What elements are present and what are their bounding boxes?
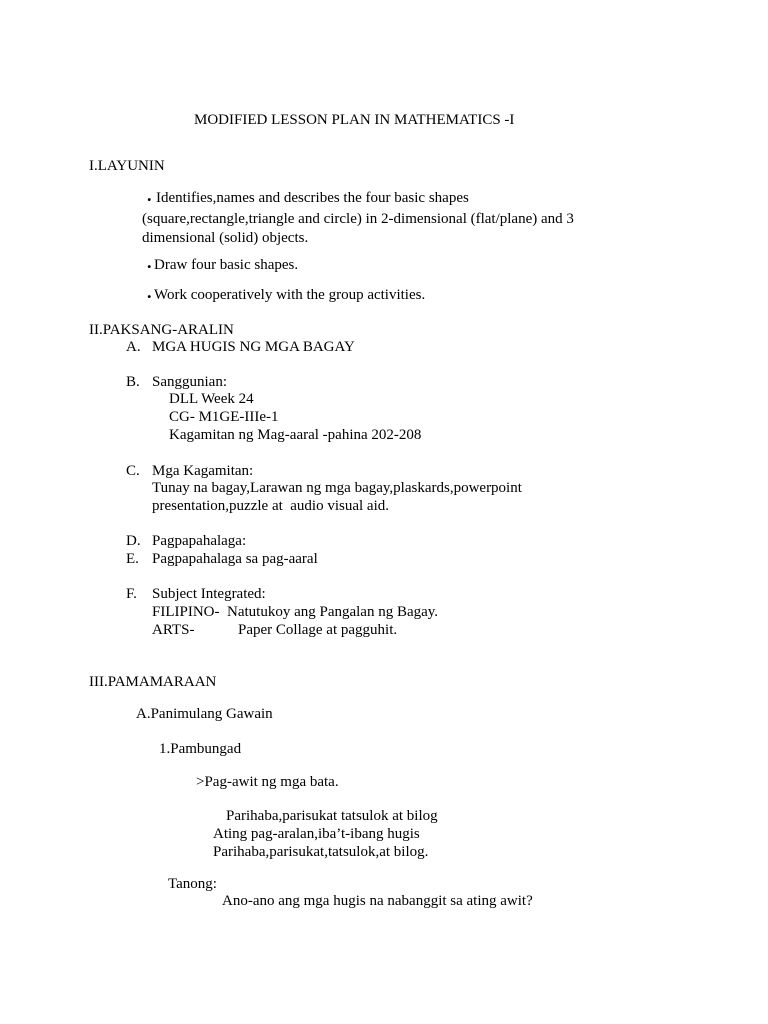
reference-cg: CG- M1GE-IIIe-1 <box>169 409 279 425</box>
subject-arts-label: ARTS- <box>152 622 195 638</box>
document-title: MODIFIED LESSON PLAN IN MATHEMATICS -I <box>194 112 515 128</box>
reference-kagamitan: Kagamitan ng Mag-aaral -pahina 202-208 <box>169 427 422 443</box>
subsection-panimulang-gawain: A.Panimulang Gawain <box>136 706 273 722</box>
question-text: Ano-ano ang mga hugis na nabanggit sa ating awit? <box>222 893 533 909</box>
item-c-text: Mga Kagamitan: <box>152 463 254 479</box>
question-label: Tanong: <box>168 876 217 892</box>
subject-arts-text: Paper Collage at pagguhit. <box>238 622 398 638</box>
song-line-1: Parihaba,parisukat tatsulok at bilog <box>226 808 438 824</box>
item-b-text: Sanggunian: <box>152 374 227 390</box>
objective-1-line-3: dimensional (solid) objects. <box>142 230 309 246</box>
item-marker-f: F. <box>126 586 137 602</box>
item-marker-d: D. <box>126 533 141 549</box>
item-f-text: Subject Integrated: <box>152 586 266 602</box>
objective-2: Draw four basic shapes. <box>154 257 299 273</box>
bullet-icon: . <box>147 282 152 302</box>
objective-3: Work cooperatively with the group activities. <box>154 287 426 303</box>
reference-dll: DLL Week 24 <box>169 391 254 407</box>
song-line-3: Parihaba,parisukat,tatsulok,at bilog. <box>213 844 429 860</box>
section-heading-layunin: I.LAYUNIN <box>89 158 165 174</box>
materials-line-1: Tunay na bagay,Larawan ng mga bagay,plaskards,powerpoint <box>152 480 522 496</box>
objective-1-line-2: (square,rectangle,triangle and circle) in 2-dimensional (flat/plane) and 3 <box>142 211 574 227</box>
bullet-icon: . <box>147 185 152 205</box>
materials-line-2: presentation,puzzle at audio visual aid. <box>152 498 390 514</box>
item-marker-c: C. <box>126 463 140 479</box>
subject-filipino: FILIPINO- Natutukoy ang Pangalan ng Bagay. <box>152 604 439 620</box>
section-heading-pamamaraan: III.PAMAMARAAN <box>89 674 217 690</box>
item-d-text: Pagpapahalaga: <box>152 533 247 549</box>
item-marker-a: A. <box>126 339 141 355</box>
song-intro: >Pag-awit ng mga bata. <box>196 774 339 790</box>
item-marker-e: E. <box>126 551 139 567</box>
item-marker-b: B. <box>126 374 140 390</box>
bullet-icon: . <box>147 252 152 272</box>
song-line-2: Ating pag-aralan,iba’t-ibang hugis <box>213 826 420 842</box>
objective-1-line-1: Identifies,names and describes the four basic shapes <box>156 190 469 206</box>
item-a-text: MGA HUGIS NG MGA BAGAY <box>152 339 355 355</box>
item-e-text: Pagpapahalaga sa pag-aaral <box>152 551 318 567</box>
section-heading-paksang-aralin: II.PAKSANG-ARALIN <box>89 322 234 338</box>
step-pambungad: 1.Pambungad <box>159 741 242 757</box>
